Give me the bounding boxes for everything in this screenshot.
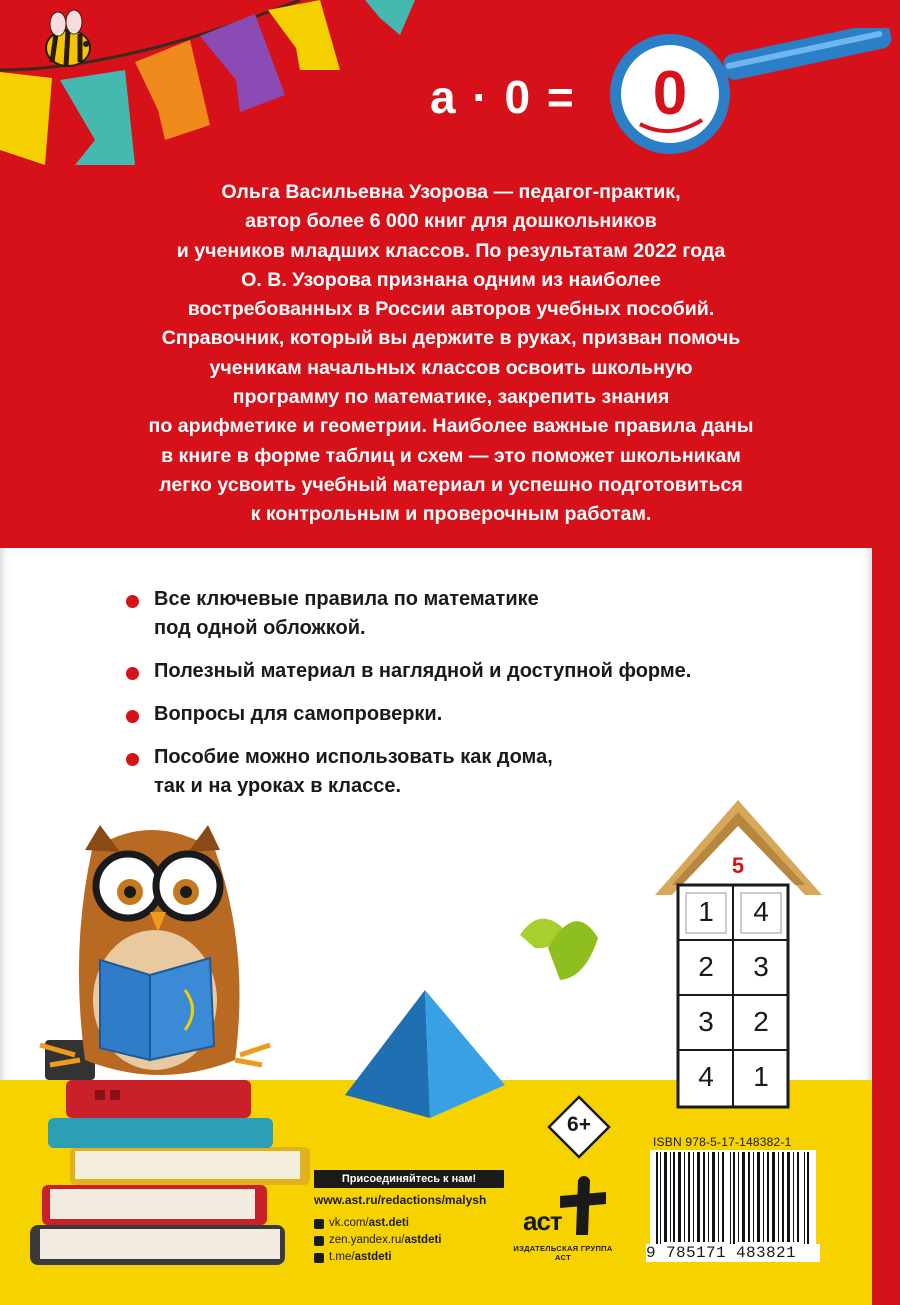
flag-purple	[200, 14, 285, 112]
intro-line: Справочник, который вы держите в руках, призван помочь	[161, 327, 741, 350]
formula	[430, 62, 576, 132]
house-cell: 2	[753, 1006, 769, 1037]
social-handle: astdeti	[404, 1234, 442, 1246]
feature-text: Все ключевые правила по математике	[154, 588, 539, 610]
flag-orange	[135, 40, 210, 140]
flag-yellow-2	[268, 0, 340, 70]
age-rating: 6+	[567, 1113, 591, 1136]
feature-text: Вопросы для самопроверки.	[154, 703, 443, 725]
intro-line: к контрольным и проверочным работам.	[250, 503, 652, 526]
intro-line: легко усвоить учебный материал и успешно подготовиться	[159, 473, 743, 496]
intro-line: по арифметике и геометрии. Наиболее важные правила даны	[148, 415, 754, 438]
house-cell: 1	[753, 1061, 769, 1092]
feature-item	[126, 657, 866, 686]
zen-icon	[314, 1236, 324, 1246]
feature-text: так и на уроках в классе.	[154, 775, 402, 797]
feature-item	[126, 585, 866, 643]
bullet-dot-icon	[126, 753, 139, 766]
telegram-icon	[314, 1253, 324, 1263]
intro-line: в книге в форме таблиц и схем — это поможет школьникам	[161, 444, 741, 467]
barcode-number: 9 785171 483821	[646, 1244, 820, 1262]
house-cell: 2	[698, 951, 714, 982]
feature-text: Пособие можно использовать как дома,	[154, 746, 553, 768]
social-prefix: vk.com/	[329, 1217, 369, 1229]
intro-line: программу по математике, закрепить знания	[232, 386, 670, 409]
pyramid-icon	[345, 990, 505, 1118]
house-cell: 3	[753, 951, 769, 982]
bullet-dot-icon	[126, 595, 139, 608]
feature-text: Полезный материал в наглядной и доступной форме.	[154, 660, 692, 682]
barcode	[650, 1150, 816, 1252]
publisher-name: ИЗДАТЕЛЬСКАЯ ГРУППА АСТ	[513, 1244, 613, 1262]
house-cell: 4	[753, 896, 769, 927]
social-handle: ast.deti	[368, 1217, 409, 1229]
intro-line: автор более 6 000 книг для дошкольников	[245, 210, 657, 233]
website-link[interactable]: www.ast.ru/redactions/malysh	[314, 1193, 487, 1207]
intro-line: ученикам начальных классов освоить школьную	[209, 356, 693, 379]
flag-teal	[60, 70, 135, 165]
formula-text: a · 0 =	[430, 71, 576, 123]
intro-line: и учеников младших классов. По результатам 2022 года	[176, 239, 726, 262]
vk-icon	[314, 1219, 324, 1229]
house-cell: 3	[698, 1006, 714, 1037]
social-prefix: zen.yandex.ru/	[329, 1234, 405, 1246]
feature-text: под одной обложкой.	[154, 617, 366, 639]
join-us-banner: Присоединяйтесь к нам!	[314, 1170, 504, 1188]
intro-line: Ольга Васильевна Узорова — педагог-практик,	[221, 181, 681, 203]
feature-item	[126, 700, 866, 729]
leaf-icon	[520, 919, 598, 980]
bullet-dot-icon	[126, 667, 139, 680]
ast-logo-text: аст	[523, 1206, 562, 1236]
social-link-zen[interactable]	[314, 1232, 442, 1249]
house-roof-number: 5	[731, 853, 745, 878]
intro-line: О. В. Узорова признана одним из наиболее	[241, 268, 661, 291]
intro-line: востребованных в России авторов учебных пособий.	[187, 298, 715, 321]
red-side-strip	[872, 540, 900, 1305]
social-link-telegram[interactable]	[314, 1249, 442, 1266]
social-handle: astdeti	[354, 1251, 392, 1263]
magnified-digit: 0	[652, 59, 688, 128]
bee-icon	[46, 10, 90, 66]
feature-list	[126, 585, 866, 815]
social-link-vk[interactable]	[314, 1215, 442, 1232]
flag-yellow-1	[0, 72, 52, 165]
house-cell: 1	[698, 896, 714, 927]
ast-logo	[560, 1176, 606, 1235]
house-cell: 4	[698, 1061, 714, 1092]
owl-icon	[40, 825, 270, 1075]
social-prefix: t.me/	[329, 1251, 355, 1263]
intro-paragraph	[40, 178, 862, 530]
bullet-dot-icon	[126, 710, 139, 723]
social-links	[314, 1215, 442, 1266]
number-house-roof	[655, 800, 822, 895]
isbn: ISBN 978-5-17-148382-1	[653, 1135, 792, 1149]
flag-teal-2	[365, 0, 415, 35]
